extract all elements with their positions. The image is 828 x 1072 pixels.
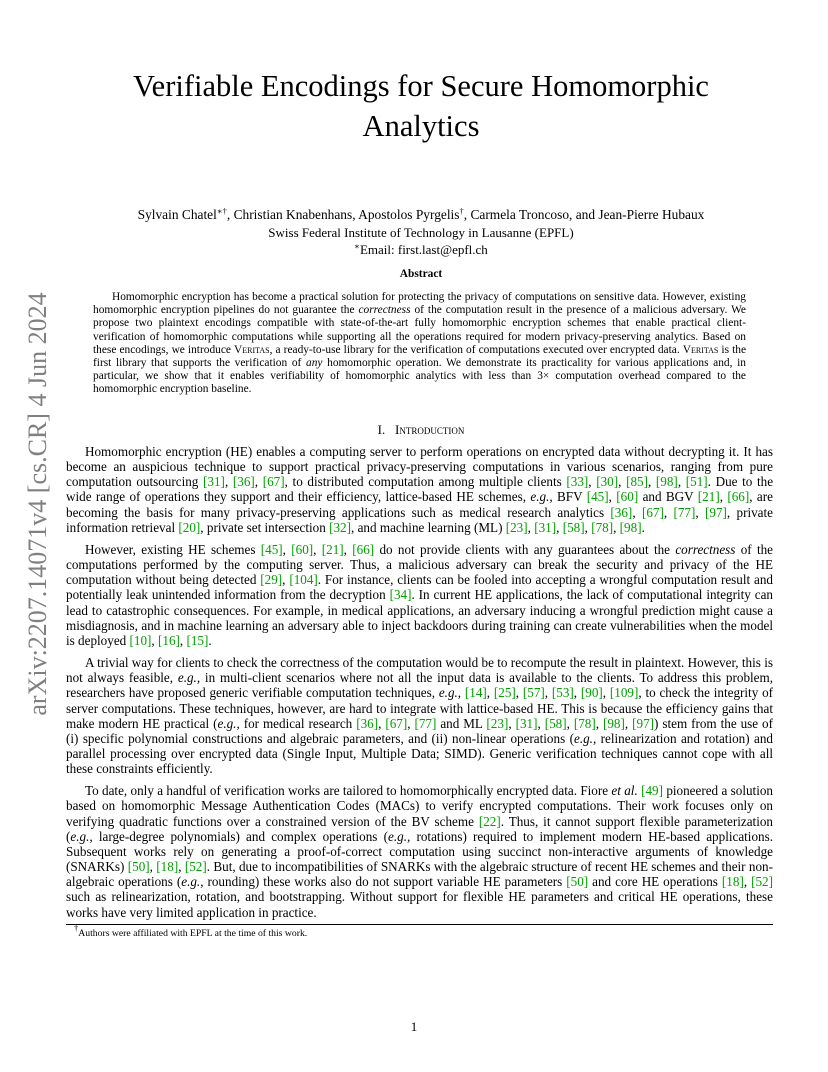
citation-link[interactable]: [31]	[534, 519, 557, 535]
citation-link[interactable]: [98]	[619, 519, 642, 535]
citation-link[interactable]: [32]	[329, 519, 352, 535]
citation-link[interactable]: [67]	[262, 474, 285, 490]
citation-link[interactable]: [97]	[705, 504, 727, 520]
citation-link[interactable]: [22]	[478, 813, 501, 829]
citation-link[interactable]: [23]	[505, 519, 528, 535]
citation-link[interactable]: [31]	[203, 474, 225, 490]
title-line-2: Analytics	[362, 109, 480, 143]
citation-link[interactable]: [21]	[697, 489, 720, 505]
paragraph: However, existing HE schemes [45], [60], [21], [66] do not provide clients with any guarantees about the correctness of the computations performed by the computing server. Thus, a malicious adversary can break the security and privacy of the HE computation without being detected [29], [104]. For instance, clients can be fooled into accepting a wrongful computation result and potentially leak unintended information from the decryption [34]. In current HE applications, the lack of computational integrity can lead to catastrophic consequences. For example, in medical applications, an adversary inducing a wrongful prediction might cause a misdiagnosis, and in machine learning an adversary able to inject backdoors during training can create vulnerabilities when the model is deployed [10], [16], [15].	[66, 541, 774, 648]
citation-link[interactable]: [50]	[566, 874, 589, 890]
citation-link[interactable]: [58]	[544, 715, 567, 731]
footnote-rule	[66, 924, 773, 925]
citation-link[interactable]: [60]	[616, 489, 639, 505]
author-list	[40, 206, 802, 224]
citation-link[interactable]: [23]	[486, 715, 509, 731]
citation-link[interactable]: [18]	[156, 859, 179, 875]
citation-link[interactable]: [109]	[609, 685, 639, 701]
contact-email	[40, 241, 802, 258]
citation-link[interactable]: [85]	[626, 474, 648, 490]
citation-link[interactable]: [45]	[586, 489, 609, 505]
citation-link[interactable]: [66]	[727, 489, 750, 505]
citation-link[interactable]: [25]	[493, 685, 516, 701]
citation-link[interactable]: [30]	[596, 474, 619, 490]
citation-link[interactable]: [49]	[641, 783, 663, 799]
arxiv-identifier: arXiv:2207.14071v4 [cs.CR] 4 Jun 2024	[23, 292, 52, 716]
citation-link[interactable]: [78]	[591, 519, 614, 535]
citation-link[interactable]: [34]	[389, 587, 412, 603]
author-names: , Carmela Troncoso, and Jean-Pierre Hubaux	[463, 207, 705, 222]
citation-link[interactable]: [58]	[562, 519, 585, 535]
citation-link[interactable]: [10]	[129, 632, 152, 648]
citation-link[interactable]: [50]	[127, 859, 150, 875]
section-number: I.	[377, 422, 386, 437]
citation-link[interactable]: [60]	[291, 541, 314, 557]
citation-link[interactable]: [36]	[610, 504, 633, 520]
footnote	[74, 923, 308, 940]
paragraph: To date, only a handful of verification works are tailored to homomorphically encrypted data. Fiore et al. [49] pioneered a solution based on homomorphic Message Authentication Codes (MACs) to verify encrypted computations. Their work focuses only on verifying quadratic functions over a constrained version of the BV scheme [22]. Thus, it cannot support flexible parameterization (e.g., large-degree polynomials) and complex operations (e.g., rotations) required to implement modern HE-based applications. Subsequent works rely on generating a proof-of-correct computation using succinct non-interactive arguments of knowledge (SNARKs) [50], [18], [52]. But, due to incompatibilities of SNARKs with the algebraic structure of recent HE schemes and their non-algebraic operations (e.g., rounding) these works also do not support variable HE parameters [50] and core HE operations [18], [52] such as relinearization, rotation, and bootstrapping. Without support for flexible HE parameters and critical HE operations, these works have very limited application in practice.	[66, 783, 774, 920]
citation-link[interactable]: [67]	[385, 715, 408, 731]
paper-title	[60, 66, 782, 146]
footnote-mark: †	[74, 923, 79, 933]
citation-link[interactable]: [57]	[522, 685, 545, 701]
paragraph: Homomorphic encryption (HE) enables a computing server to perform operations on encrypted data without decrypting it. It has become an auspicious technique to support practical privacy-preserving computations in various scenarios, ranging from pure computation outsourcing [31], [36], [67], to distributed computation among multiple clients [33], [30], [85], [98], [51]. Due to the wide range of operations they support and their efficiency, lattice-based HE schemes, e.g., BFV [45], [60] and BGV [21], [66], are becoming the basis for many privacy-preserving applications such as medical research analytics [36], [67], [77], [97], private information retrieval [20], private set intersection [32], and machine learning (ML) [23], [31], [58], [78], [98].	[66, 444, 774, 535]
citation-link[interactable]: [36]	[356, 715, 379, 731]
citation-link[interactable]: [51]	[685, 474, 708, 490]
abstract-heading: Abstract	[399, 268, 443, 280]
citation-link[interactable]: [104]	[289, 572, 318, 588]
citation-link[interactable]: [33]	[566, 474, 589, 490]
citation-link[interactable]: [97]	[632, 715, 655, 731]
section-title: Introduction	[395, 422, 465, 437]
citation-link[interactable]: [78]	[573, 715, 596, 731]
introduction-body	[66, 444, 773, 920]
citation-link[interactable]: [90]	[580, 685, 603, 701]
citation-link[interactable]: [53]	[551, 685, 574, 701]
citation-link[interactable]: [52]	[184, 859, 207, 875]
citation-link[interactable]: [14]	[464, 685, 487, 701]
email-mark: ∗	[354, 241, 360, 251]
citation-link[interactable]: [15]	[186, 632, 209, 648]
citation-link[interactable]: [98]	[655, 474, 678, 490]
citation-link[interactable]: [66]	[352, 541, 375, 557]
citation-link[interactable]: [21]	[321, 541, 344, 557]
citation-link[interactable]: [98]	[602, 715, 625, 731]
paragraph: A trivial way for clients to check the correctness of the computation would be to recompute the result in plaintext. However, this is not always feasible, e.g., in multi-client scenarios where not all the input data is available to the clients. To address this problem, researchers have proposed generic verifiable computation techniques, e.g., [14], [25], [57], [53], [90], [109], to check the integrity of server computations. These techniques, however, are hard to integrate with lattice-based HE. This is because the efficiency gains that make modern HE practical (e.g., for medical research [36], [67], [77] and ML [23], [31], [58], [78], [98], [97]) stem from the use of (i) specific polynomial constructions and algebraic parameters, and (ii) non-linear operations (e.g., relinearization and rotation) and parallel processing over encrypted data (Single Input, Multiple Data; SIMD). Generic verification techniques cannot cope with all these constraints efficiently.	[66, 655, 774, 777]
citation-link[interactable]: [77]	[414, 715, 437, 731]
author-name: Sylvain Chatel	[137, 207, 217, 222]
citation-link[interactable]: [52]	[751, 874, 774, 890]
abstract-text: Homomorphic encryption has become a practical solution for protecting the privacy of computations on sensitive data. However, existing homomorphic encryption pipelines do not guarantee the correctness of the computation result in the presence of a malicious adversary. We propose two plaintext encodings compatible with state-of-the-art fully homomorphic encryption schemes that enable practical client-verification of homomorphic computations while supporting all the operations required for modern privacy-preserving analytics. Based on these encodings, we introduce Veritas, a ready-to-use library for the verification of computations executed over encrypted data. Veritas is the first library that supports the verification of any homomorphic operation. We demonstrate its practicality for various applications and, in particular, we show that it enables verifiability of homomorphic analytics with less than 3× computation overhead compared to the homomorphic encryption baseline.	[93, 291, 746, 396]
citation-link[interactable]: [31]	[515, 715, 538, 731]
citation-link[interactable]: [67]	[641, 504, 664, 520]
footnote-text: Authors were affiliated with EPFL at the time of this work.	[78, 928, 308, 939]
affiliation: Swiss Federal Institute of Technology in Lausanne (EPFL)	[268, 225, 574, 240]
citation-link[interactable]: [45]	[260, 541, 283, 557]
author-names: , Christian Knabenhans, Apostolos Pyrgelis	[226, 207, 460, 222]
section-heading	[40, 421, 802, 438]
citation-link[interactable]: [29]	[260, 572, 283, 588]
page-number: 1	[410, 1019, 418, 1034]
citation-link[interactable]: [20]	[178, 519, 201, 535]
email-text: Email: first.last@epfl.ch	[359, 242, 488, 257]
citation-link[interactable]: [77]	[673, 504, 696, 520]
author-mark: ∗†	[216, 206, 227, 216]
citation-link[interactable]: [36]	[232, 474, 255, 490]
author-mark: †	[459, 206, 464, 216]
citation-link[interactable]: [16]	[158, 632, 180, 648]
citation-link[interactable]: [18]	[721, 874, 744, 890]
title-line-1: Verifiable Encodings for Secure Homomorphic	[133, 69, 709, 103]
